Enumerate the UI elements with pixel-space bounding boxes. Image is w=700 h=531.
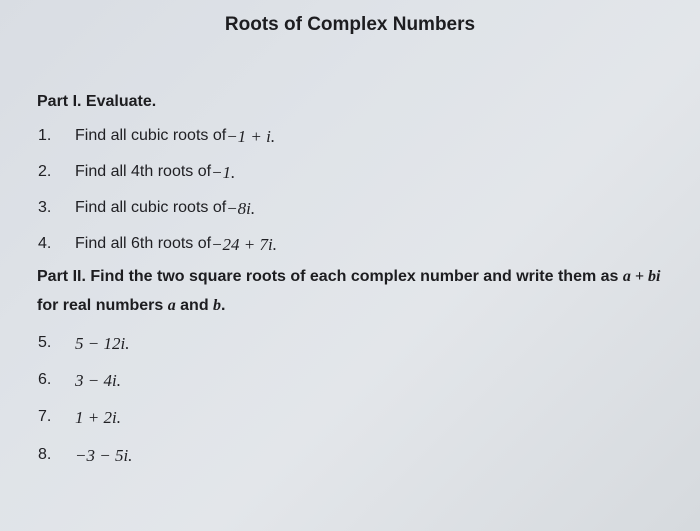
problem-expression: −8i.: [226, 199, 256, 218]
part-2-heading-text: Part II. Find the two square roots of each complex number and write them as: [37, 268, 619, 285]
problem-text: Find all cubic roots of: [75, 127, 227, 144]
problem-5: [38, 334, 129, 354]
part-2-heading-end: .: [221, 297, 226, 314]
problem-expression: −24 + 7i.: [211, 235, 277, 254]
problem-number: 5.: [38, 334, 52, 351]
problem-text: Find all 6th roots of: [75, 235, 212, 252]
problem-expression: 3 − 4i.: [75, 371, 121, 390]
page-title: Roots of Complex Numbers: [224, 14, 476, 35]
problem-number: 6.: [38, 371, 52, 388]
part-2-heading: [37, 262, 677, 320]
problem-expression: −3 − 5i.: [75, 446, 133, 465]
problem-number: 3.: [38, 199, 52, 216]
problem-number: 7.: [38, 408, 52, 425]
part-2-heading-and: and: [175, 297, 214, 314]
part-2-heading-math: a + bi: [622, 268, 661, 285]
part-2-var-b: b: [213, 297, 222, 314]
problem-6: [38, 371, 121, 391]
problem-8: [38, 446, 132, 466]
part-2-heading-mid: for real numbers: [37, 297, 168, 314]
problem-expression: −1.: [211, 163, 236, 182]
part-1-heading: Part I. Evaluate.: [37, 93, 157, 110]
problem-3: [38, 199, 255, 219]
problem-7: [38, 408, 121, 428]
problem-number: 2.: [38, 163, 52, 180]
problem-text: Find all cubic roots of: [75, 199, 227, 216]
problem-expression: 1 + 2i.: [75, 408, 121, 427]
problem-expression: 5 − 12i.: [75, 334, 130, 353]
problem-number: 4.: [38, 235, 52, 252]
problem-expression: −1 + i.: [226, 127, 276, 146]
problem-number: 1.: [38, 127, 52, 144]
problem-number: 8.: [38, 446, 52, 463]
problem-text: Find all 4th roots of: [75, 163, 212, 180]
problem-4: [38, 235, 277, 255]
problem-1: [38, 127, 275, 147]
part-2-var-a: a: [167, 297, 176, 314]
problem-2: [38, 163, 235, 183]
